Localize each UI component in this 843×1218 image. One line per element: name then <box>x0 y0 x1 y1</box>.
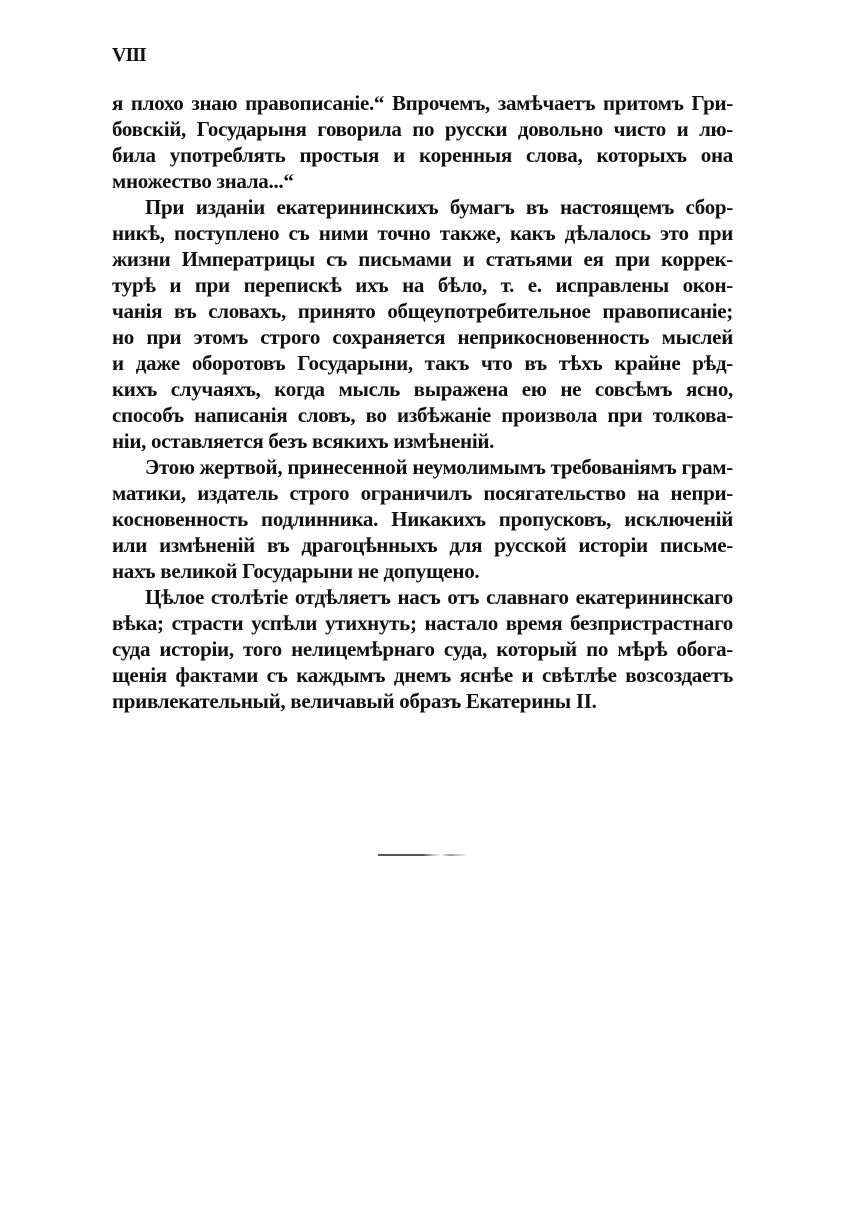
text-line: щенія фактами съ каждымъ днемъ яснѣе и свѣтлѣе возсоздаетъ <box>112 663 733 687</box>
text-line: Этою жертвой, принесенной неумолимымъ требованіямъ грам- <box>145 455 733 479</box>
text-line: суда исторіи, того нелицемѣрнаго суда, который по мѣрѣ обога- <box>112 637 733 661</box>
text-line: бовскій, Государыня говорила по русски довольно чисто и лю- <box>112 117 733 141</box>
text-line: способъ написанія словъ, во избѣжаніе произвола при толкова- <box>112 403 733 427</box>
end-separator-rule <box>378 854 468 856</box>
text-line: но при этомъ строго сохраняется неприкосновенность мыслей <box>112 325 733 349</box>
text-line: чанія въ словахъ, принято общеупотребительное правописаніе; <box>112 299 733 323</box>
text-line: При изданіи екатерининскихъ бумагъ въ настоящемъ сбор- <box>145 195 733 219</box>
text-line: и даже оборотовъ Государыни, такъ что въ тѣхъ крайне рѣд- <box>112 351 733 375</box>
text-line: вѣка; страсти успѣли утихнуть; настало время безпристрастнаго <box>112 611 733 635</box>
page-number: VIII <box>112 44 146 66</box>
text-line: била употреблять простыя и коренныя слова, которыхъ она <box>112 143 733 167</box>
text-line: косновенность подлинника. Никакихъ пропусковъ, исключеній <box>112 507 733 531</box>
text-line: ніи, оставляется безъ всякихъ измѣненій. <box>112 429 495 453</box>
text-line: кихъ случаяхъ, когда мысль выражена ею не совсѣмъ ясно, <box>112 377 733 401</box>
text-line: жизни Императрицы съ письмами и статьями ея при коррек- <box>112 247 733 271</box>
text-line: привлекательный, величавый образъ Екатерины II. <box>112 689 597 713</box>
text-line: никѣ, поступлено съ ними точно также, какъ дѣлалось это при <box>112 221 733 245</box>
text-line: нахъ великой Государыни не допущено. <box>112 559 480 583</box>
text-line: множество знала...“ <box>112 169 294 193</box>
text-line: турѣ и при перепискѣ ихъ на бѣло, т. е. исправлены окон- <box>112 273 733 297</box>
text-line: матики, издатель строго ограничилъ посягательство на непри- <box>112 481 733 505</box>
text-line: Цѣлое столѣтіе отдѣляетъ насъ отъ славнаго екатерининскаго <box>145 585 733 609</box>
text-line: или измѣненій въ драгоцѣнныхъ для русской исторіи письме- <box>112 533 733 557</box>
text-line: я плохо знаю правописаніе.“ Впрочемъ, замѣчаетъ притомъ Гри- <box>112 91 733 115</box>
